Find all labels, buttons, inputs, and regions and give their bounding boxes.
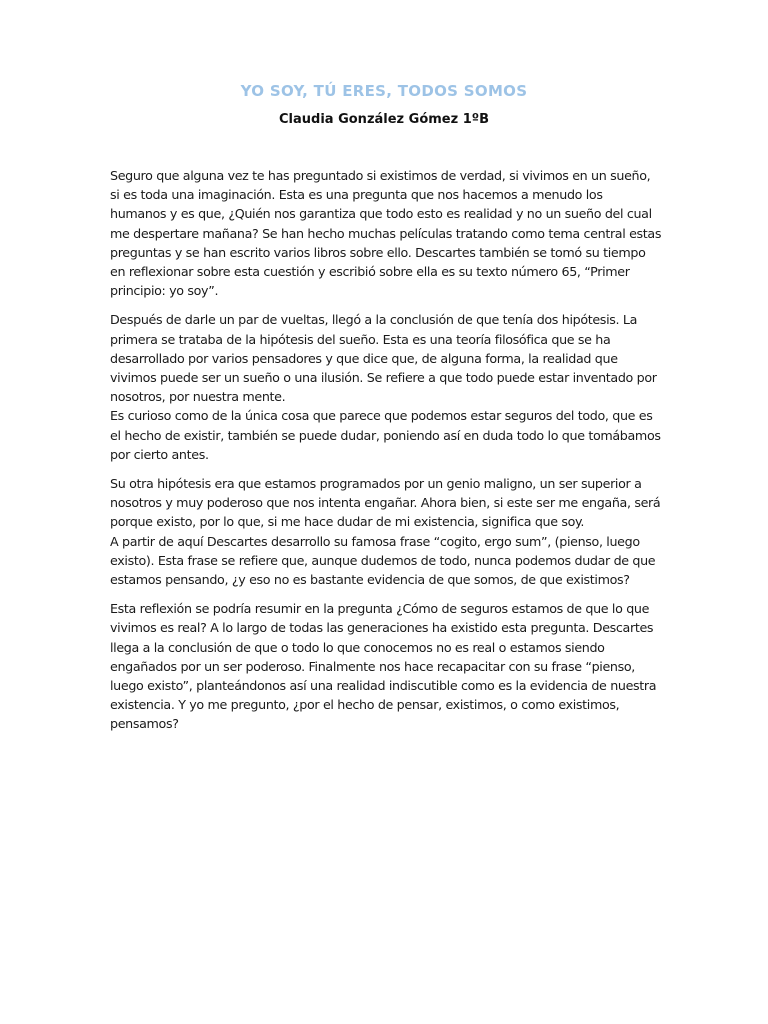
paragraph-3: Su otra hipótesis era que estamos programados por un genio maligno, un ser superior a nosotros y muy poderoso que nos intenta engañar. Ahora bien, si este ser me engaña, será porque existo, por lo que, si me hace dudar de mi existencia, significa que soy. A partir de aquí Descartes desarrollo su famosa frase “cogito, ergo sum”, (pienso, luego existo). Esta frase se refiere que, aunque dudemos de todo, nunca podemos dudar de que estamos pensando, ¿y eso no es bastante evidencia de que somos, de que existimos? — [110, 476, 661, 588]
document-body — [110, 166, 662, 744]
paragraph-4: Esta reflexión se podría resumir en la pregunta ¿Cómo de seguros estamos de que lo que vivimos es real? A lo largo de todas las generaciones ha existido esta pregunta. Descartes llega a la conclusión de que o todo lo que conocemos no es real o estamos siendo engañados por un ser poderoso. Finalmente nos hace recapacitar con su frase “pienso, luego existo”, planteándonos así una realidad indiscutible como es la evidencia de nuestra existencia. Y yo me pregunto, ¿por el hecho de pensar, existimos, o como existimos, pensamos? — [110, 601, 657, 732]
paragraph-1: Seguro que alguna vez te has preguntado si existimos de verdad, si vivimos en un sueño, si es toda una imaginación. Esta es una pregunta que nos hacemos a menudo los humanos y es que, ¿Quién nos garantiza que todo esto es realidad y no un sueño del cual me despertare mañana? Se han hecho muchas películas tratando como tema central estas preguntas y se han escrito varios libros sobre ello. Descartes también se tomó su tiempo en reflexionar sobre esta cuestión y escribió sobre ella es su texto número 65, “Primer principio: yo soy”. — [110, 168, 662, 299]
document-author: Claudia González Gómez 1ºB — [279, 112, 489, 127]
paragraph-2: Después de darle un par de vueltas, llegó a la conclusión de que tenía dos hipótesis. La primera se trataba de la hipótesis del sueño. Esta es una teoría filosófica que se ha desarrollado por varios pensadores y que dice que, de alguna forma, la realidad que vivimos puede ser un sueño o una ilusión. Se refiere a que todo puede estar inventado por nosotros, por nuestra mente. Es curioso como de la única cosa que parece que podemos estar seguros del todo, que es el hecho de existir, también se puede dudar, poniendo así en duda todo lo que tomábamos por cierto antes. — [110, 312, 661, 462]
document-title: YO SOY, TÚ ERES, TODOS SOMOS — [240, 82, 528, 100]
